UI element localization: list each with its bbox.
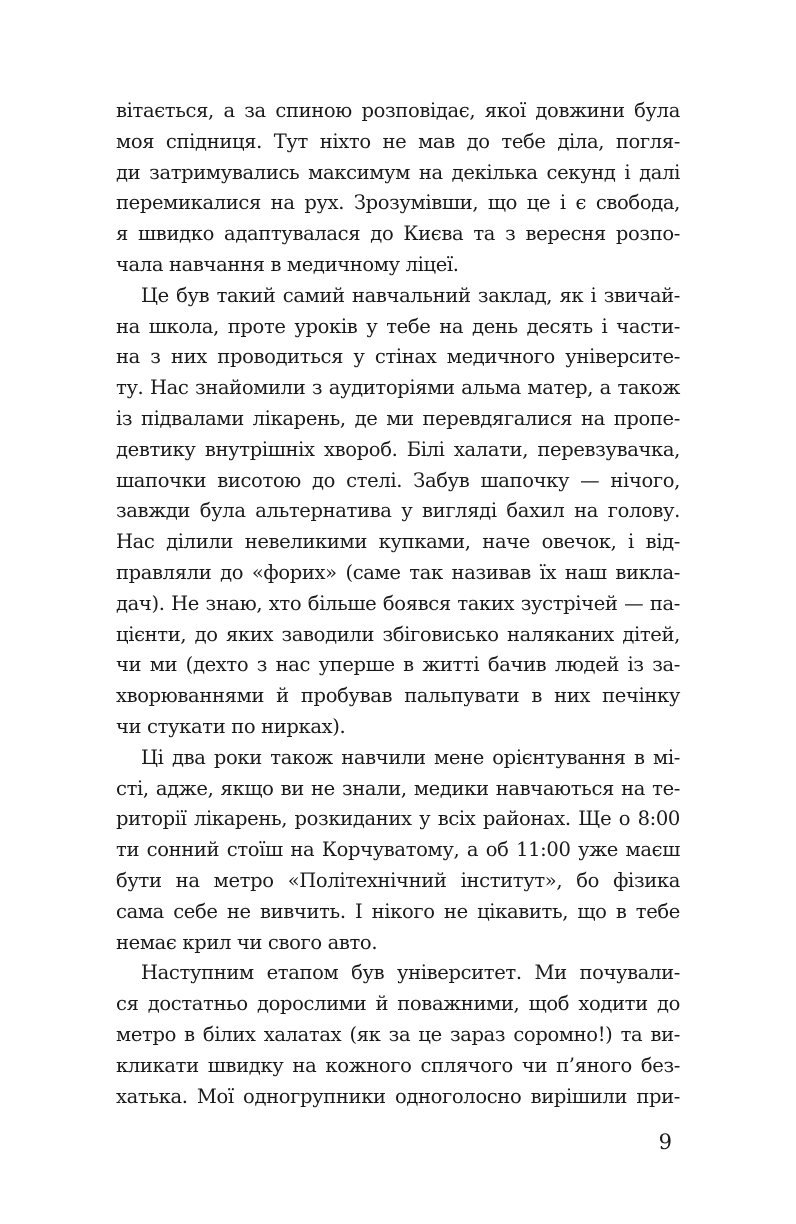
text-line: Ці два роки також навчили мене орієнтування в мі- xyxy=(141,745,680,769)
text-line: ти сонний стоїш на Корчуватому, а об 11:00 уже маєш xyxy=(116,838,680,862)
text-line: ся достатньо дорослими й поважними, щоб ходити до xyxy=(116,992,680,1016)
text-line: вітається, а за спиною розповідає, якої довжини була xyxy=(116,99,680,122)
text-line: шапочки висотою до стелі. Забув шапочку — нічого, xyxy=(116,468,680,492)
text-line: Нас ділили невеликими купками, наче овечок, і від- xyxy=(116,530,680,554)
paragraph xyxy=(116,958,680,1112)
text-line: Це був такий самий навчальний заклад, як і звичай- xyxy=(141,283,680,307)
paragraph xyxy=(116,743,680,959)
text-line: сама себе не вивчить. І нікого не цікавить, що в тебе xyxy=(116,899,680,923)
text-line: на школа, проте уроків у тебе на день десять і части- xyxy=(116,314,680,338)
text-line: моя спідниця. Тут ніхто не мав до тебе діла, погля- xyxy=(116,129,680,153)
text-line: дач). Не знаю, хто більше боявся таких зустрічей — па- xyxy=(116,591,680,615)
text-line: хворюваннями й пробував пальпувати в них печінку xyxy=(116,684,680,708)
text-line: із підвалами лікарень, де ми перевдягалися на пропе- xyxy=(116,406,680,430)
text-line: я швидко адаптувалася до Києва та з вересня розпо- xyxy=(116,222,680,246)
text-line: девтику внутрішніх хвороб. Білі халати, перевзувачка, xyxy=(116,437,680,461)
text-line: чала навчання в медичному ліцеї. xyxy=(116,252,459,276)
text-line: на з них проводиться у стінах медичного університе- xyxy=(116,345,680,369)
text-line: чи стукати по нирках). xyxy=(116,714,346,738)
text-line: хатька. Мої одногрупники одноголосно вирішили при- xyxy=(116,1084,680,1108)
text-line: бути на метро «Політехнічний інститут», бо фізика xyxy=(116,868,680,892)
text-line: кликати швидку на кожного сплячого чи п’яного без- xyxy=(116,1053,680,1077)
paragraph xyxy=(116,96,680,281)
text-line: риторії лікарень, розкиданих у всіх районах. Ще о 8:00 xyxy=(116,807,680,831)
text-block xyxy=(116,96,680,1112)
text-line: правляли до «форих» (саме так називав їх наш викла- xyxy=(116,560,680,584)
text-line: ди затримувались максимум на декілька секунд і далі xyxy=(116,160,680,184)
text-line: завжди була альтернатива у вигляді бахил на голову. xyxy=(116,499,680,523)
text-line: сті, адже, якщо ви не знали, медики навчаються на те- xyxy=(116,776,680,800)
text-line: перемикалися на рух. Зрозумівши, що це і є свобода, xyxy=(116,191,680,215)
text-line: немає крил чи свого авто. xyxy=(116,930,378,954)
text-line: Наступним етапом був університет. Ми почували- xyxy=(141,961,680,985)
page-number: 9 xyxy=(658,1130,672,1154)
paragraph xyxy=(116,281,680,743)
text-line: цієнти, до яких заводили збіговисько наляканих дітей, xyxy=(116,622,680,646)
text-line: чи ми (дехто з нас уперше в житті бачив людей із за- xyxy=(116,653,680,677)
text-line: ту. Нас знайомили з аудиторіями альма матер, а також xyxy=(116,376,680,400)
text-line: метро в білих халатах (як за це зараз соромно!) та ви- xyxy=(116,1022,680,1046)
